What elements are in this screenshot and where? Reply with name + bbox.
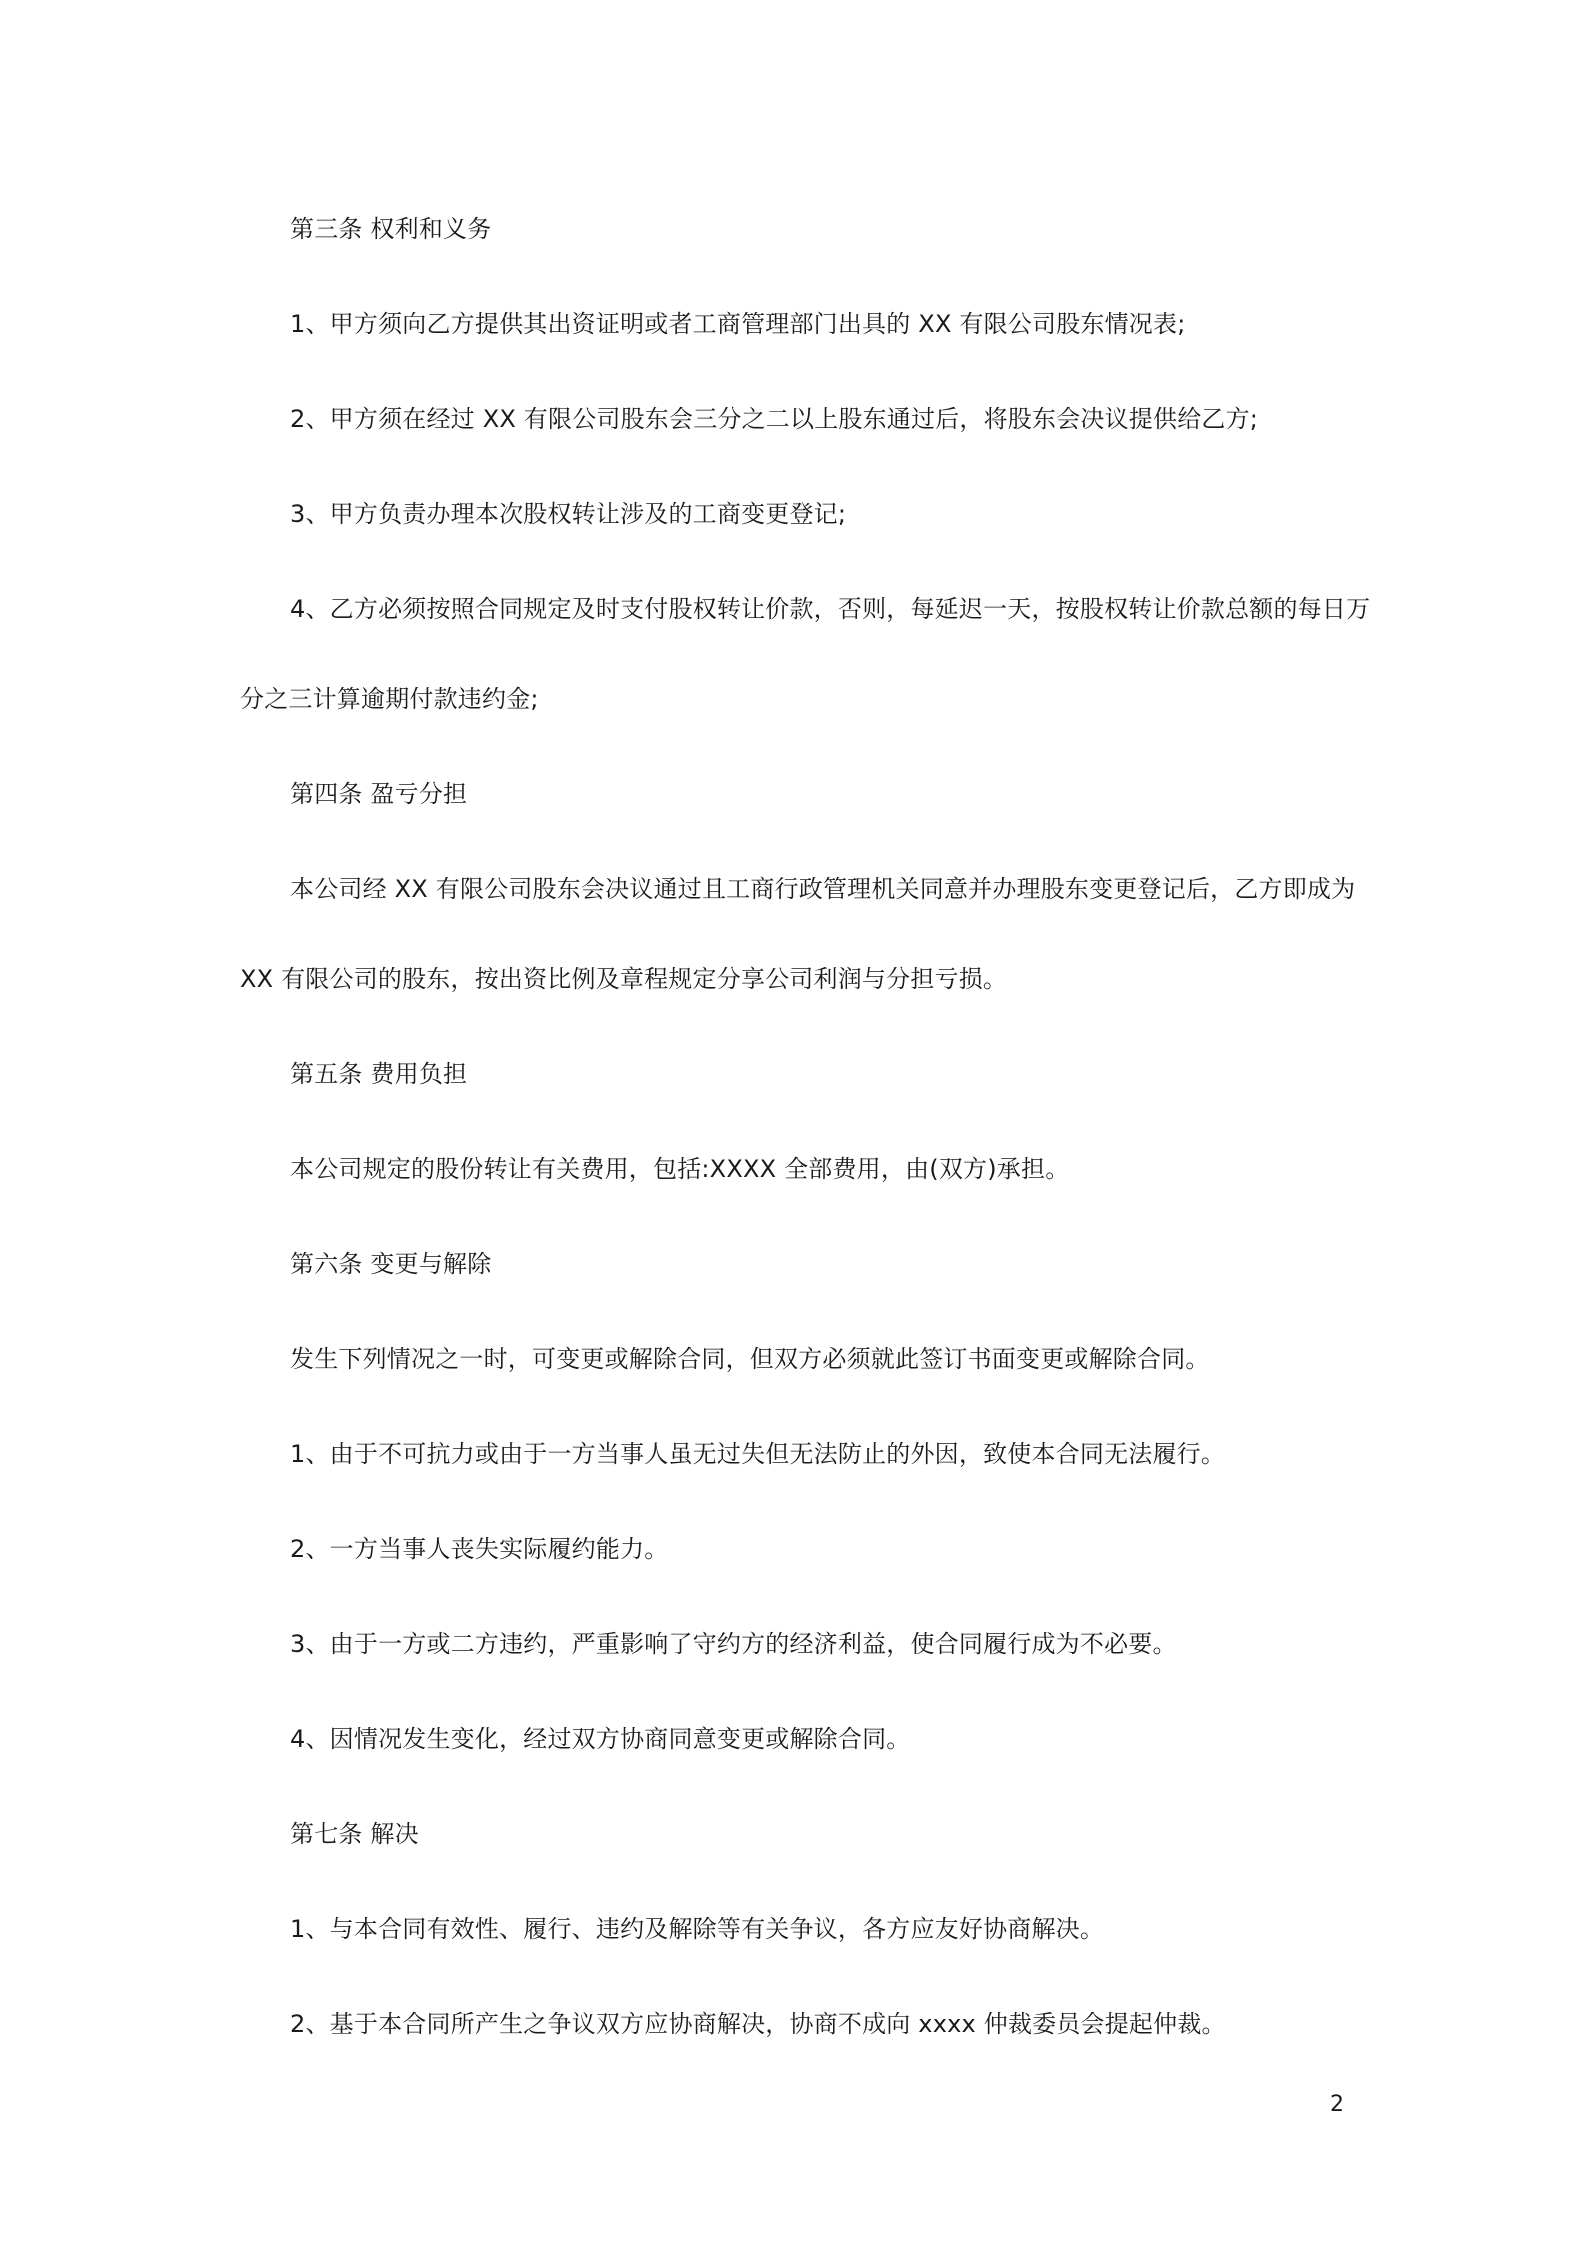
paragraph-article-4: 本公司经 XX 有限公司股东会决议通过且工商行政管理机关同意并办理股东变更登记后，乙方即成为 <box>290 875 1356 903</box>
section-heading-article-7: 第七条 解决 <box>290 1820 419 1848</box>
section-heading-article-3: 第三条 权利和义务 <box>290 215 492 243</box>
clause-6-4: 4、因情况发生变化，经过双方协商同意变更或解除合同。 <box>290 1725 911 1753</box>
clause-6-2: 2、一方当事人丧失实际履约能力。 <box>290 1535 669 1563</box>
clause-7-2: 2、基于本合同所产生之争议双方应协商解决，协商不成向 xxxx 仲裁委员会提起仲裁。 <box>290 2010 1226 2038</box>
paragraph-article-6: 发生下列情况之一时，可变更或解除合同，但双方必须就此签订书面变更或解除合同。 <box>290 1345 1210 1373</box>
section-heading-article-6: 第六条 变更与解除 <box>290 1250 492 1278</box>
paragraph-article-5: 本公司规定的股份转让有关费用，包括:XXXX 全部费用，由(双方)承担。 <box>290 1155 1070 1183</box>
clause-3-2: 2、甲方须在经过 XX 有限公司股东会三分之二以上股东通过后，将股东会决议提供给乙方; <box>290 405 1259 433</box>
clause-3-4-continued: 分之三计算逾期付款违约金; <box>240 685 539 713</box>
section-heading-article-5: 第五条 费用负担 <box>290 1060 468 1088</box>
section-heading-article-4: 第四条 盈亏分担 <box>290 780 468 808</box>
clause-6-3: 3、由于一方或二方违约，严重影响了守约方的经济利益，使合同履行成为不必要。 <box>290 1630 1177 1658</box>
clause-3-4: 4、乙方必须按照合同规定及时支付股权转让价款，否则，每延迟一天，按股权转让价款总额的每日万 <box>290 595 1371 623</box>
paragraph-article-4-continued: XX 有限公司的股东，按出资比例及章程规定分享公司利润与分担亏损。 <box>240 965 1008 993</box>
page-number: 2 <box>1330 2092 1344 2117</box>
clause-6-1: 1、由于不可抗力或由于一方当事人虽无过失但无法防止的外因，致使本合同无法履行。 <box>290 1440 1226 1468</box>
clause-7-1: 1、与本合同有效性、履行、违约及解除等有关争议，各方应友好协商解决。 <box>290 1915 1105 1943</box>
clause-3-3: 3、甲方负责办理本次股权转让涉及的工商变更登记; <box>290 500 847 528</box>
clause-3-1: 1、甲方须向乙方提供其出资证明或者工商管理部门出具的 XX 有限公司股东情况表; <box>290 310 1186 338</box>
